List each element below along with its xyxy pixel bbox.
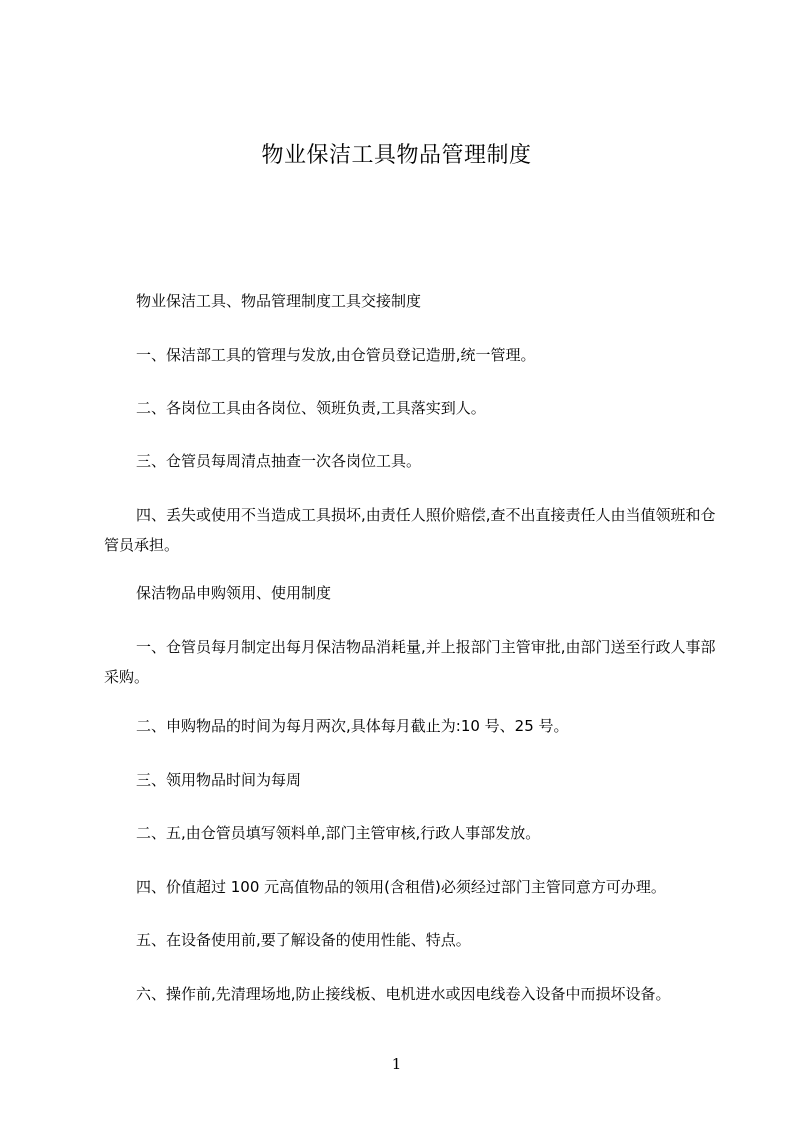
paragraph-supplies-7: 六、操作前,先清理场地,防止接线板、电机进水或因电线卷入设备中而损坏设备。 xyxy=(136,985,671,1003)
paragraph-tools-1: 一、保洁部工具的管理与发放,由仓管员登记造册,统一管理。 xyxy=(136,346,536,364)
paragraph-intro: 物业保洁工具、物品管理制度工具交接制度 xyxy=(136,292,422,310)
paragraph-tools-2: 二、各岗位工具由各岗位、领班负责,工具落实到人。 xyxy=(136,399,486,417)
paragraph-supplies-6: 五、在设备使用前,要了解设备的使用性能、特点。 xyxy=(136,931,471,949)
paragraph-supplies-3: 三、领用物品时间为每周 xyxy=(136,771,302,789)
paragraph-tools-4: 四、丢失或使用不当造成工具损坏,由责任人照价赔偿,查不出直接责任人由当值领班和仓管员承担。 xyxy=(104,506,716,554)
paragraph-section-heading: 保洁物品申购领用、使用制度 xyxy=(136,584,332,602)
paragraph-supplies-1: 一、仓管员每月制定出每月保洁物品消耗量,并上报部门主管审批,由部门送至行政人事部采购。 xyxy=(104,638,716,686)
page-number: 1 xyxy=(391,1055,402,1073)
document-title: 物业保洁工具物品管理制度 xyxy=(261,143,532,168)
paragraph-supplies-2: 二、申购物品的时间为每月两次,具体每月截止为:10 号、25 号。 xyxy=(136,717,569,735)
paragraph-supplies-5: 四、价值超过 100 元高值物品的领用(含租借)必须经过部门主管同意方可办理。 xyxy=(136,878,666,896)
paragraph-tools-3: 三、仓管员每周清点抽查一次各岗位工具。 xyxy=(136,452,422,470)
paragraph-supplies-4: 二、五,由仓管员填写领料单,部门主管审核,行政人事部发放。 xyxy=(136,824,541,842)
